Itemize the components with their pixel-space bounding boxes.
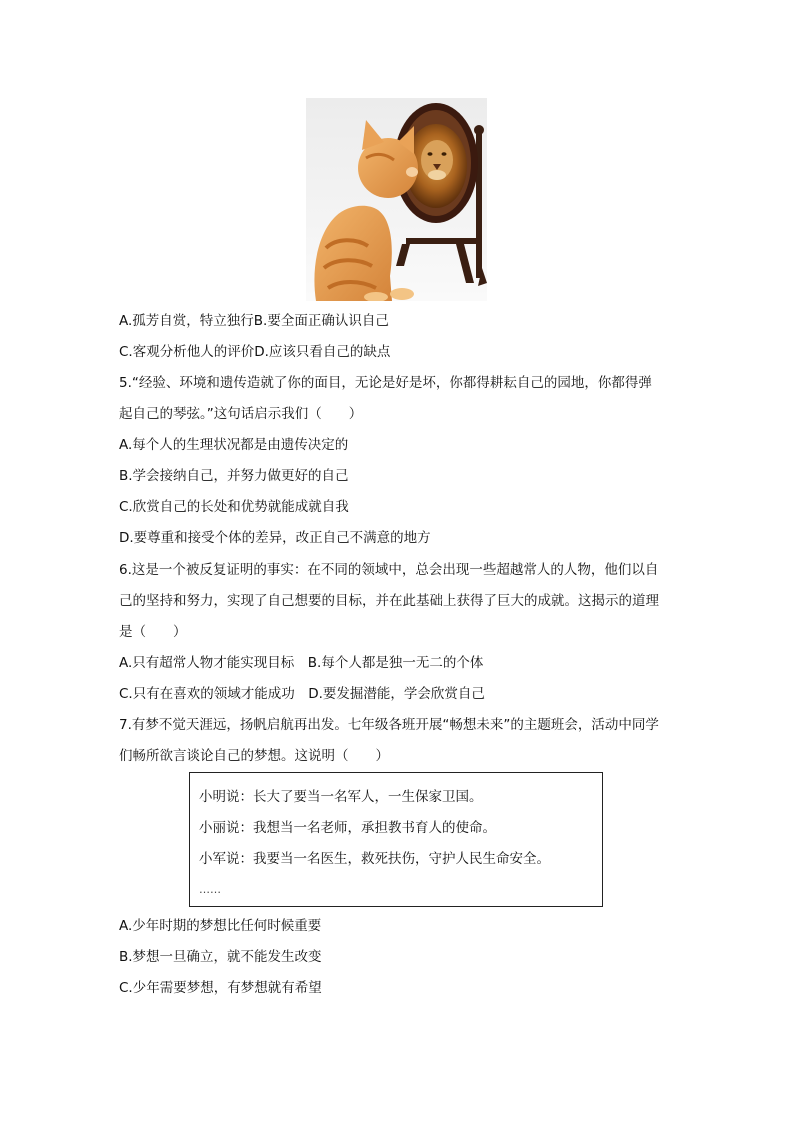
q6-stem-line-3: 是（ ）: [119, 624, 187, 640]
kitten-mirror-lion-image: [306, 98, 487, 301]
quote-ellipsis: ……: [199, 883, 221, 896]
q7-option-c: C.少年需要梦想，有梦想就有希望: [119, 980, 322, 996]
q6-options-line-2: C.只有在喜欢的领域才能成功 D.要发掘潜能，学会欣赏自己: [119, 686, 485, 702]
q6-options-line-1: A.只有超常人物才能实现目标 B.每个人都是独一无二的个体: [119, 655, 484, 671]
q7-stem-line-1: 7.有梦不觉天涯远，扬帆启航再出发。七年级各班开展“畅想未来”的主题班会，活动中同学: [119, 717, 659, 733]
q7-quote-box: [189, 772, 603, 907]
q5-option-b: B.学会接纳自己，并努力做更好的自己: [119, 468, 349, 484]
q7-stem-line-2: 们畅所欲言谈论自己的梦想。这说明（ ）: [119, 748, 389, 764]
quote-line-xiaoli: 小丽说：我想当一名老师，承担教书育人的使命。: [199, 820, 496, 836]
quote-line-xiaoming: 小明说：长大了要当一名军人，一生保家卫国。: [199, 789, 483, 805]
q4-options-line-1: A.孤芳自赏，特立独行B.要全面正确认识自己: [119, 313, 389, 329]
q4-options-line-2: C.客观分析他人的评价D.应该只看自己的缺点: [119, 344, 391, 360]
q6-stem-line-1: 6.这是一个被反复证明的事实：在不同的领域中，总会出现一些超越常人的人物，他们以自: [119, 562, 659, 578]
q6-stem-line-2: 己的坚持和努力，实现了自己想要的目标，并在此基础上获得了巨大的成就。这揭示的道理: [119, 593, 659, 609]
q7-option-a: A.少年时期的梦想比任何时候重要: [119, 918, 322, 934]
kitten-mirror-illustration: [306, 98, 487, 301]
q5-option-a: A.每个人的生理状况都是由遗传决定的: [119, 437, 349, 453]
q5-option-c: C.欣赏自己的长处和优势就能成就自我: [119, 499, 349, 515]
q5-stem-line-1: 5.“经验、环境和遗传造就了你的面目，无论是好是坏，你都得耕耘自己的园地，你都得弹: [119, 375, 652, 391]
q5-option-d: D.要尊重和接受个体的差异，改正自己不满意的地方: [119, 530, 431, 546]
q7-option-b: B.梦想一旦确立，就不能发生改变: [119, 949, 322, 965]
q5-stem-line-2: 起自己的琴弦。”这句话启示我们（ ）: [119, 406, 363, 422]
quote-line-xiaojun: 小军说：我要当一名医生，救死扶伤，守护人民生命安全。: [199, 851, 550, 867]
